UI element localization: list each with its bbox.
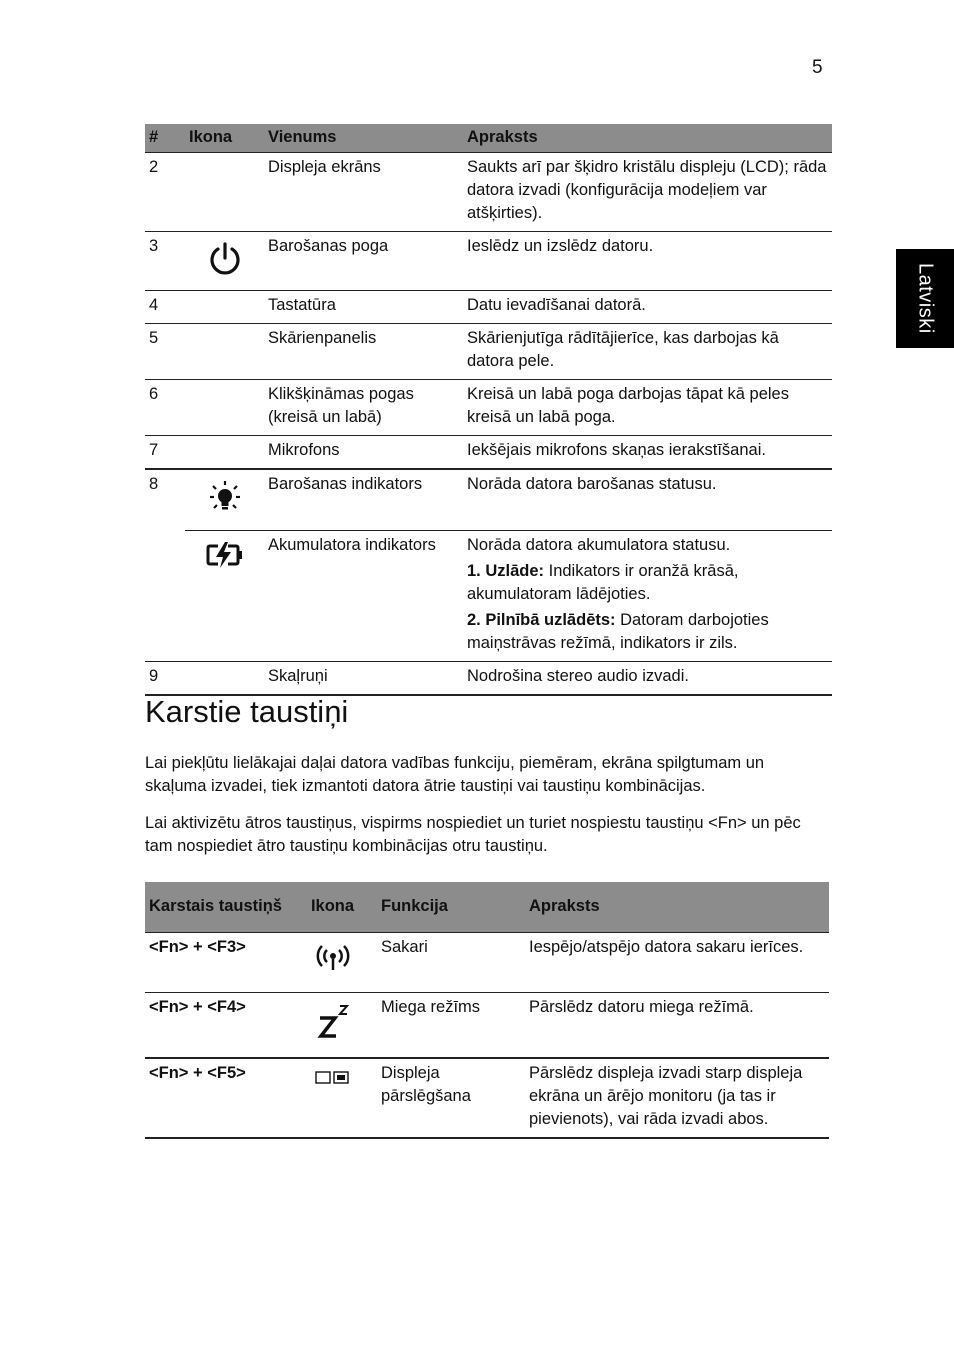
hotkey-function: Sakari [377, 932, 525, 992]
components-table [145, 124, 832, 696]
header-icon: Ikona [288, 882, 377, 932]
row-num: 3 [145, 232, 185, 291]
row-num: 7 [145, 436, 185, 470]
row-icon [185, 291, 264, 324]
charged-text: Datoram darbojoties maiņstrāvas režīmā, indikators ir zils. [467, 611, 769, 652]
row-desc: Norāda datora barošanas statusu. [463, 469, 832, 531]
table-row [145, 992, 829, 1058]
row-item: Barošanas indikators [264, 469, 463, 531]
row-icon [185, 436, 264, 470]
table-row [145, 380, 832, 436]
instruction-paragraph: Lai aktivizētu ātros taustiņus, vispirms nospiediet un turiet nospiestu taustiņu <Fn> un pēc tam nospiediet ātro taustiņu kombinācijas otru taustiņu. [145, 814, 801, 855]
hotkey-desc: Pārslēdz displeja izvadi starp displeja ekrāna un ārējo monitoru (ja tas ir pievienots), vai rāda izvadi abos. [525, 1058, 829, 1138]
table-row [145, 232, 832, 291]
hotkey-combo: <Fn> + <F3> [145, 932, 288, 992]
hotkey-function: Miega režīms [377, 992, 525, 1058]
row-desc: Ieslēdz un izslēdz datoru. [463, 232, 832, 291]
table-row [145, 469, 832, 531]
power-indicator-icon [206, 479, 244, 517]
row-num: 6 [145, 380, 185, 436]
row-item: Skaļruņi [264, 662, 463, 696]
row-desc [463, 531, 832, 662]
table-row [145, 662, 832, 696]
hotkey-icon [288, 992, 377, 1058]
table-row [145, 531, 832, 662]
row-num: 4 [145, 291, 185, 324]
table-header-row [145, 882, 829, 932]
row-num: 2 [145, 153, 185, 232]
row-num: 5 [145, 324, 185, 380]
row-desc: Saukts arī par šķidro kristālu displeju (LCD); rāda datora izvadi (konfigurācija modeļiem var atšķirties). [463, 153, 832, 232]
row-icon [185, 153, 264, 232]
row-num: 8 [145, 469, 185, 531]
hotkey-icon [288, 932, 377, 992]
battery-desc-charging [467, 560, 828, 606]
hotkeys-table [145, 882, 829, 1139]
intro-paragraph: Lai piekļūtu lielākajai daļai datora vadības funkciju, piemēram, ekrāna spilgtumam un skaļuma izvadei, tiek izmantoti datora ātrie taustiņi vai taustiņu kombinācijas. [145, 754, 765, 795]
language-side-tab [896, 249, 954, 348]
row-desc: Skārienjutīga rādītājierīce, kas darbojas kā datora pele. [463, 324, 832, 380]
header-desc: Apraksts [525, 882, 829, 932]
row-icon [185, 232, 264, 291]
table-row [145, 1058, 829, 1138]
row-item: Displeja ekrāns [264, 153, 463, 232]
language-tab-label: Latviski [914, 263, 937, 334]
battery-desc-charged [467, 609, 828, 655]
header-function: Funkcija [377, 882, 525, 932]
hotkey-desc: Iespējo/atspējo datora sakaru ierīces. [525, 932, 829, 992]
hotkey-combo: <Fn> + <F5> [145, 1058, 288, 1138]
page-number: 5 [812, 57, 823, 78]
row-desc: Kreisā un labā poga darbojas tāpat kā peles kreisā un labā poga. [463, 380, 832, 436]
table-row [145, 932, 829, 992]
table-row [145, 153, 832, 232]
header-num: # [145, 124, 185, 153]
wireless-icon [313, 942, 353, 974]
charging-text: Indikators ir oranžā krāsā, akumulatoram lādējoties. [467, 562, 739, 603]
header-item: Vienums [264, 124, 463, 153]
row-num: 9 [145, 662, 185, 696]
header-hotkey: Karstais taustiņš [145, 882, 288, 932]
row-icon [185, 469, 264, 531]
sleep-icon [313, 1002, 353, 1042]
charged-label: 2. Pilnībā uzlādēts: [467, 611, 616, 629]
row-icon [185, 380, 264, 436]
table-row [145, 291, 832, 324]
row-item: Skārienpanelis [264, 324, 463, 380]
row-icon [185, 531, 264, 662]
hotkey-combo: <Fn> + <F4> [145, 992, 288, 1058]
hotkey-function: Displeja pārslēgšana [377, 1058, 525, 1138]
hotkey-icon [288, 1058, 377, 1138]
row-item: Barošanas poga [264, 232, 463, 291]
row-item: Klikšķināmas pogas (kreisā un labā) [264, 380, 463, 436]
display-toggle-icon [313, 1068, 353, 1088]
row-item: Akumulatora indikators [264, 531, 463, 662]
header-desc: Apraksts [463, 124, 832, 153]
section-title: Karstie taustiņi [145, 694, 349, 729]
row-item: Tastatūra [264, 291, 463, 324]
hotkey-desc: Pārslēdz datoru miega režīmā. [525, 992, 829, 1058]
table-header-row [145, 124, 832, 153]
table-row [145, 324, 832, 380]
row-desc: Iekšējais mikrofons skaņas ierakstīšanai. [463, 436, 832, 470]
row-num [145, 531, 185, 662]
charging-label: 1. Uzlāde: [467, 562, 545, 580]
battery-charging-icon [205, 540, 245, 570]
battery-desc-main: Norāda datora akumulatora statusu. [467, 536, 731, 554]
row-desc: Nodrošina stereo audio izvadi. [463, 662, 832, 696]
power-icon [207, 241, 243, 277]
row-icon [185, 324, 264, 380]
row-icon [185, 662, 264, 696]
header-icon: Ikona [185, 124, 264, 153]
table-row [145, 436, 832, 470]
row-desc: Datu ievadīšanai datorā. [463, 291, 832, 324]
row-item: Mikrofons [264, 436, 463, 470]
